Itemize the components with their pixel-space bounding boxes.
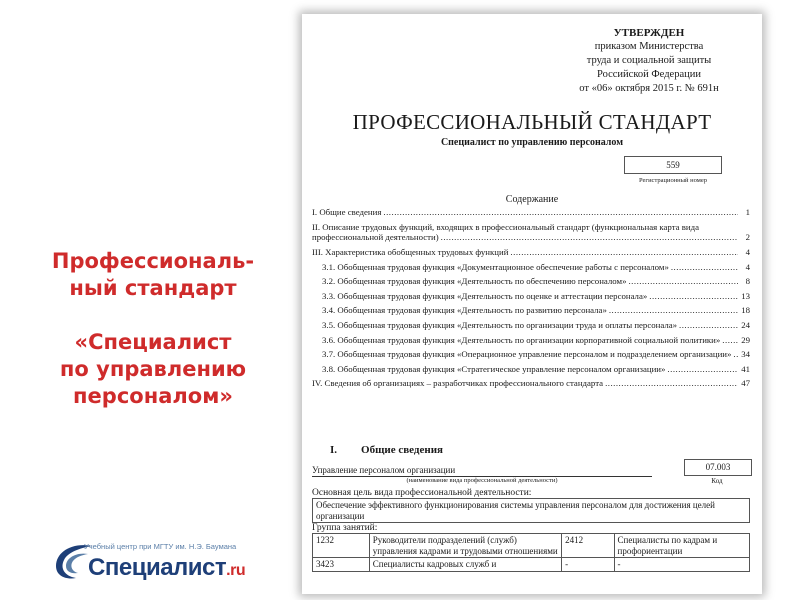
toc-entry-page: 1 <box>745 207 750 217</box>
toc-title: Содержание <box>505 194 559 205</box>
toc-entry-text: I. Общие сведения ..... <box>312 207 738 218</box>
toc-entry-page: 13 <box>741 290 750 301</box>
logo-brand-ru: .ru <box>226 562 246 579</box>
toc-entry <box>312 378 750 389</box>
toc-entry-text: 3.4. Обобщенная трудовая функция «Деятельность по развитию персонала» ..... <box>322 305 738 316</box>
table-row <box>313 534 750 558</box>
toc-entry-page: 47 <box>741 378 750 389</box>
group-code: - <box>562 558 614 572</box>
toc-entry-page: 8 <box>745 276 750 287</box>
group-label: Группа занятий: <box>312 523 378 533</box>
standard-title: ПРОФЕССИОНАЛЬНЫЙ СТАНДАРТ <box>352 110 712 134</box>
toc-entry-page: 4 <box>745 261 750 272</box>
group-code: 1232 <box>313 534 370 558</box>
logo-tagline: Учебный центр при МГТУ им. Н.Э. Баумана <box>84 542 237 551</box>
group-code: 3423 <box>313 558 370 572</box>
table-row <box>313 558 750 572</box>
slide-title-line: персоналом» <box>73 384 233 408</box>
toc-entry-page: 18 <box>741 305 750 316</box>
toc-entry-text: III. Характеристика обобщенных трудовых функций ..... <box>312 247 738 258</box>
slide-title-line: ный стандарт <box>69 276 237 300</box>
toc-entry-page: 4 <box>745 246 750 257</box>
approval-line: труда и социальной защиты <box>586 55 712 66</box>
section-title: Общие сведения <box>361 444 443 456</box>
document-page <box>302 14 762 594</box>
standard-subtitle: Специалист по управлению персоналом <box>440 137 624 148</box>
slide-title-line: по управлению <box>59 357 247 381</box>
activity-area: Управление персоналом организации <box>312 465 652 477</box>
occupation-groups-table <box>312 533 750 572</box>
toc-entry-page: 41 <box>741 363 750 374</box>
code-label: Код <box>711 477 723 485</box>
toc-entry-text: 3.7. Обобщенная трудовая функция «Операционное управление персоналом и подразделением организации» ..... <box>322 349 738 360</box>
activity-caption: (наименование вида профессиональной деятельности) <box>406 477 558 484</box>
toc-entry <box>312 335 750 346</box>
toc-entry-page: 34 <box>741 349 750 360</box>
approval-block <box>554 26 744 96</box>
toc-entry <box>312 222 750 244</box>
group-name: - <box>614 558 750 572</box>
slide-title <box>18 248 288 410</box>
group-name: Специалисты кадровых служб и <box>369 558 561 572</box>
registration-number: 559 <box>624 156 722 174</box>
specialist-logo <box>52 538 282 588</box>
toc-entry-text: IV. Сведения об организациях – разработчиках профессионального стандарта ..... <box>312 378 738 389</box>
approval-line: Российской Федерации <box>597 69 701 80</box>
toc-entry <box>312 349 750 360</box>
goal-label: Основная цель вида профессиональной деятельности: <box>312 488 532 498</box>
logo-brand-main: пециалист <box>104 554 227 581</box>
toc-entry <box>312 247 750 258</box>
toc-entry-page: 24 <box>741 319 750 330</box>
section-number: I. <box>330 444 338 456</box>
toc-entry <box>312 262 750 273</box>
goal-text: Обеспечение эффективного функционирования системы управления персоналом для достижения целей организации <box>312 498 750 523</box>
slide-title-line: Профессиональ- <box>51 249 255 273</box>
group-code: 2412 <box>562 534 614 558</box>
activity-code: 07.003 <box>684 459 752 476</box>
slide-title-line: «Специалист <box>74 330 232 354</box>
group-name: Специалисты по кадрам и профориентации <box>614 534 750 558</box>
approval-line: УТВЕРЖДЕН <box>613 27 685 39</box>
toc-entry-text: 3.1. Обобщенная трудовая функция «Документационное обеспечение работы с персоналом» ..... <box>322 262 738 273</box>
toc-entry <box>312 276 750 287</box>
toc-entry-text: 3.6. Обобщенная трудовая функция «Деятельность по организации корпоративной социальной политики» ..... <box>322 335 738 346</box>
table-of-contents <box>312 207 750 393</box>
toc-entry-text: 3.2. Обобщенная трудовая функция «Деятельность по обеспечению персоналом» ..... <box>322 276 738 287</box>
toc-entry <box>312 305 750 316</box>
toc-entry-text: II. Описание трудовых функций, входящих в профессиональный стандарт (функциональная карта вида профессиональной деятельности) ..... <box>312 222 738 244</box>
toc-entry <box>312 320 750 331</box>
section-heading <box>330 444 467 456</box>
toc-entry-text: 3.5. Обобщенная трудовая функция «Деятельность по организации труда и оплаты персонала» ..... <box>322 320 738 331</box>
toc-entry <box>312 207 750 218</box>
toc-entry-page: 29 <box>741 334 750 345</box>
group-name: Руководители подразделений (служб) управления кадрами и трудовыми отношениями <box>369 534 561 558</box>
approval-line: приказом Министерства <box>594 41 704 52</box>
approval-line: от «06» октября 2015 г. № 691н <box>579 83 719 94</box>
toc-entry-page: 2 <box>745 232 750 243</box>
logo-wordmark: Специалист.ru <box>88 554 246 581</box>
toc-entry <box>312 291 750 302</box>
registration-label: Регистрационный номер <box>639 177 707 184</box>
toc-entry <box>312 364 750 375</box>
toc-entry-text: 3.8. Обобщенная трудовая функция «Стратегическое управление персоналом организации» ..... <box>322 364 738 375</box>
toc-entry-text: 3.3. Обобщенная трудовая функция «Деятельность по оценке и аттестации персонала» ..... <box>322 291 738 302</box>
